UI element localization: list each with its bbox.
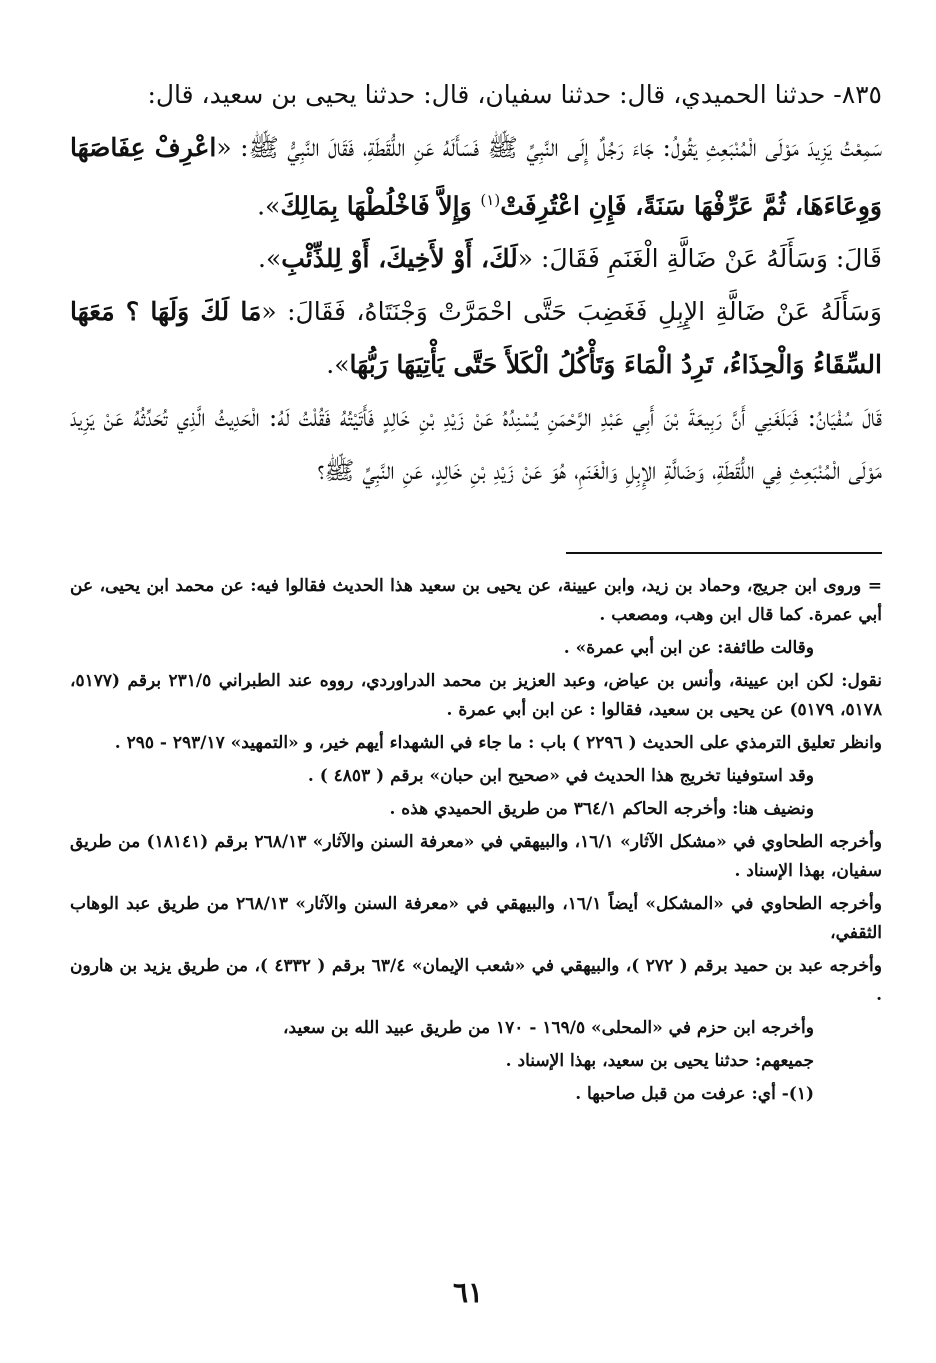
page-number: ٦١ bbox=[452, 1276, 484, 1309]
footnote-line: جميعهم: حدثنا يحيى بن سعيد، بهذا الإسناد . bbox=[505, 1051, 814, 1071]
footnote-line: وقد استوفينا تخريج هذا الحديث في «صحيح ابن حبان» برقم ( ٤٨٥٣ ) . bbox=[307, 766, 814, 786]
hadith-text bbox=[70, 68, 882, 497]
footnote-line: (١)- أي: عرفت من قبل صاحبها . bbox=[575, 1084, 814, 1104]
hadith-paragraph-2: قَالَ: وَسَأَلَهُ عَنْ ضَالَّةِ الْغَنَمِ فَقَالَ: «لَكَ، أَوْ لأَخِيكَ، أَوْ لِلذِّئْبِ». bbox=[258, 244, 882, 274]
footnote-marker: (١) bbox=[480, 191, 501, 209]
footnote-line: وقالت طائفة: عن ابن أبي عمرة» . bbox=[563, 638, 814, 658]
footnote-line: وانظر تعليق الترمذي على الحديث ( ٢٢٩٦ ) باب : ما جاء في الشهداء أيهم خير، و «التمهيد» ٢٩٣/١٧ - ٢٩٥ . bbox=[114, 733, 882, 753]
hadith-quote: مَا لَكَ وَلَهَا ؟ مَعَهَا السِّقَاءُ وَالْحِذَاءُ، تَرِدُ الْمَاءَ وَتَأْكُلُ الْكَلأَ حَتَّى يَأْتِيَهَا رَبُّهَا bbox=[70, 297, 882, 380]
hadith-paragraph-4: قَالَ سُفْيَانُ: فَبَلَغَنِي أَنَّ رَبِيعَةَ بْنَ أَبِي عَبْدِ الرَّحْمَنِ يُسْنِدُهُ عَنْ زَيْدِ بْنِ خَالِدٍ فَأَتَيْتُهُ فَقُلْتُ لَهُ: الْحَدِيثُ الَّذِي تُحَدِّثُهُ عَنْ يَزِيدَ مَوْلَى الْمُنْبَعِثِ فِي اللُّقَطَةِ، وَضَالَّةِ الإِبِلِ وَالْغَنَمِ، هُوَ عَنْ زَيْدِ بْنِ خَالِدٍ، عَنِ النَّبِيِّ ﷺ؟ bbox=[70, 403, 882, 486]
footnote-line: وأخرجه الطحاوي في «مشكل الآثار» ١٦/١، والبيهقي في «معرفة السنن والآثار» ٢٦٨/١٣ برقم (١٨١٤١) من طريق سفيان، بهذا الإسناد . bbox=[70, 832, 883, 881]
footnote-line: ونضيف هنا: وأخرجه الحاكم ٣٦٤/١ من طريق الحميدي هذه . bbox=[389, 799, 814, 819]
footnote-divider bbox=[566, 552, 882, 554]
hadith-quote: اعْرِفْ عِفَاصَهَا وَوِعَاءَهَا، ثُمَّ عَرِّفْهَا سَنَةً، فَإِنِ اعْتُرِفَتْ bbox=[70, 133, 882, 221]
footnote-line: = وروى ابن جريج، وحماد بن زيد، وابن عيينة، عن يحيى بن سعيد هذا الحديث فقالوا فيه: عن محمد ابن يحيى، عن أبي عمرة. كما قال ابن وهب، ومصعب . bbox=[70, 576, 882, 625]
footnotes bbox=[70, 572, 882, 1113]
hadith-chain: ٨٣٥- حدثنا الحميدي، قال: حدثنا سفيان، قال: حدثنا يحيى بن سعيد، قال: bbox=[147, 80, 882, 109]
footnote-line: نقول: لكن ابن عيينة، وأنس بن عياض، وعبد العزيز بن محمد الدراوردي، رووه عند الطبراني ٢٣١/٥ برقم (٥١٧٧، ٥١٧٨، ٥١٧٩) عن يحيى بن سعيد، فقالوا : عن ابن أبي عمرة . bbox=[70, 671, 882, 720]
hadith-quote: لَكَ، أَوْ لأَخِيكَ، أَوْ لِلذِّئْبِ bbox=[281, 244, 518, 274]
hadith-paragraph-1: سَمِعْتُ يَزِيدَ مَوْلَى الْمُنْبَعِثِ يَقُولُ: جَاءَ رَجُلٌ إِلَى النَّبِيِّ ﷺ فَسَأَلَهُ عَنِ اللُّقَطَةِ، فَقَالَ النَّبِيُّ ﷺ: «اعْرِفْ عِفَاصَهَا وَوِعَاءَهَا، ثُمَّ عَرِّفْهَا سَنَةً، فَإِنِ اعْتُرِفَتْ$^{(١)}$ وَإِلاَّ فَاخْلُطْهَا بِمَالِكَ». bbox=[70, 133, 883, 221]
footnote-line: وأخرجه عبد بن حميد برقم ( ٢٧٢ )، والبيهقي في «شعب الإيمان» ٦٣/٤ برقم ( ٤٣٣٢ )، من طريق يزيد بن هارون . bbox=[70, 956, 882, 1005]
footnote-line: وأخرجه ابن حزم في «المحلى» ١٦٩/٥ - ١٧٠ من طريق عبيد الله بن سعيد، bbox=[283, 1018, 814, 1038]
footnote-line: وأخرجه الطحاوي في «المشكل» أيضاً ١٦/١، والبيهقي في «معرفة السنن والآثار» ٢٦٨/١٣ من طريق عبد الوهاب الثقفي، bbox=[70, 894, 882, 943]
hadith-paragraph-3: وَسَأَلَهُ عَنْ ضَالَّةِ الإِبِلِ فَغَضِبَ حَتَّى احْمَرَّتْ وَجْنَتَاهُ، فَقَالَ: «مَا لَكَ وَلَهَا ؟ مَعَهَا السِّقَاءُ وَالْحِذَاءُ، تَرِدُ الْمَاءَ وَتَأْكُلُ الْكَلأَ حَتَّى يَأْتِيَهَا رَبُّهَا». bbox=[70, 297, 882, 380]
hadith-quote-cont: وَإِلاَّ فَاخْلُطْهَا بِمَالِكَ bbox=[280, 191, 481, 221]
